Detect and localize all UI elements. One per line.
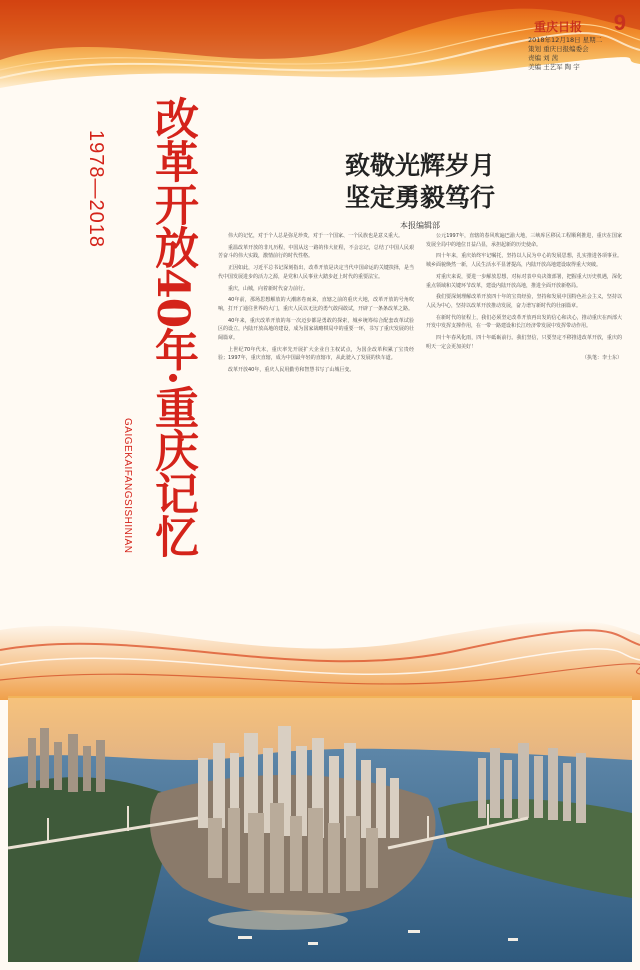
city-aerial-photo [8,696,632,962]
paragraph: 40年来，重庆改革开放的每一次迈步都是勇敢的探索，城乡统筹综合配套改革试验区的设立，内陆开放高地的建设，成为国家战略棋局中的重要一环，书写了重庆发展的壮阔篇章。 [218,317,414,342]
paragraph: 上世纪70年代末，重庆率先开展扩大企业自主权试点，为国企改革积累了宝贵经验；1997年，重庆直辖，成为中国最年轻的直辖市，从此驶入了发展的快车道。 [218,346,414,362]
feature-title-line1: 改革开放 [147,96,198,268]
middle-wave-band [0,610,640,700]
feature-title-line2: 40年·重庆记忆 [147,268,198,557]
newspaper-name: 重庆日报 [534,20,583,34]
article-body [218,232,622,622]
headline-line1: 致敬光辉岁月 [344,151,495,180]
article-column-2 [426,232,622,622]
paragraph: 在新时代的征程上，我们必须坚定改革开放再出发的信心和决心，推动重庆在西部大开发中发挥支撑作用，在一带一路建设和长江经济带发展中发挥带动作用。 [426,314,622,330]
paragraph: 对重庆来说，要进一步解放思想，对标对表中央决策部署，把握重大历史机遇，深化重点领域和关键环节改革，建设内陆开放高地，推进全面开放新格局。 [426,273,622,289]
paragraph: 正因如此，习近平总书记深刻指出，改革开放是决定当代中国命运的关键抉择，是当代中国发展进步的活力之源，是党和人民事业大踏步赶上时代的重要法宝。 [218,265,414,280]
paragraph: 重庆，山城，向着新时代奋力前行。 [228,285,309,292]
paragraph: 40年前，那场思想解放的大潮席卷而来，直辖之前的重庆大地，改革开放的号角吹响，打开了通往世界的大门，重庆人民以无比的勇气敢闯敢试，开辟了一条条改革之路。 [218,297,414,312]
info-date: 2018年12月18日 星期二 [528,36,603,44]
paragraph: 我们要深刻理解改革开放四十年的宝贵经验，坚持和发展中国特色社会主义，坚持以人民为中心，坚持以改革开放推动发展，奋力谱写新时代的壮丽篇章。 [426,294,622,309]
headline-line2: 坚定勇毅笃行 [344,183,495,212]
feature-title [132,96,202,557]
article-byline: 本报编辑部 [400,221,440,230]
info-planner: 策划 重庆日报编委会 [528,45,589,53]
paragraph: 改革开放40年，重庆人民用勤劳和智慧书写了山城巨变。 [228,367,355,374]
page-number: 9 [613,10,626,35]
article-column-1 [218,232,414,622]
article-headline [220,150,620,214]
info-editor: 责编 刘 茜 [528,54,559,62]
middle-wave-decoration [0,610,640,700]
feature-title-block [84,96,214,616]
paragraph: 伟大的记忆，对于个人总是弥足珍贵，对于一个国家、一个民族也是意义重大。 [228,233,404,239]
paragraph: 四十年来，重庆始终牢记嘱托，坚持以人民为中心的发展思想，扎实推进各项事业。城乡面貌焕然一新，人民生活水平显著提高，内陆开放高地建设取得重大突破。 [426,253,622,269]
paragraph: 公元1997年，直辖的春风吹遍巴渝大地，三峡库区移民工程顺利推进，重庆在国家发展全局中的地位日益凸显，承担起新的历史使命。 [426,233,622,248]
chongqing-skyline-illustration [8,698,632,962]
paragraph: 重温改革开放的非凡历程，中国从这一路的伟大征程，不会忘记，总结了中国人民艰苦奋斗的伟大实践，激情前行的时代性格。 [218,244,414,260]
feature-years: 1978—2018 [85,130,107,248]
info-designer: 美编 王艺军 陶 宇 [528,63,580,71]
paragraph: 四十年春风化雨，四十年砥砺前行。我们坚信，只要坚定不移推进改革开放，重庆的明天一定会更加美好！ [426,335,622,350]
masthead-info [528,36,626,72]
article-author: （执笔：李士东） [581,355,622,362]
feature-pinyin: GAIGEKAIFANGSISHINIAN [122,418,133,554]
